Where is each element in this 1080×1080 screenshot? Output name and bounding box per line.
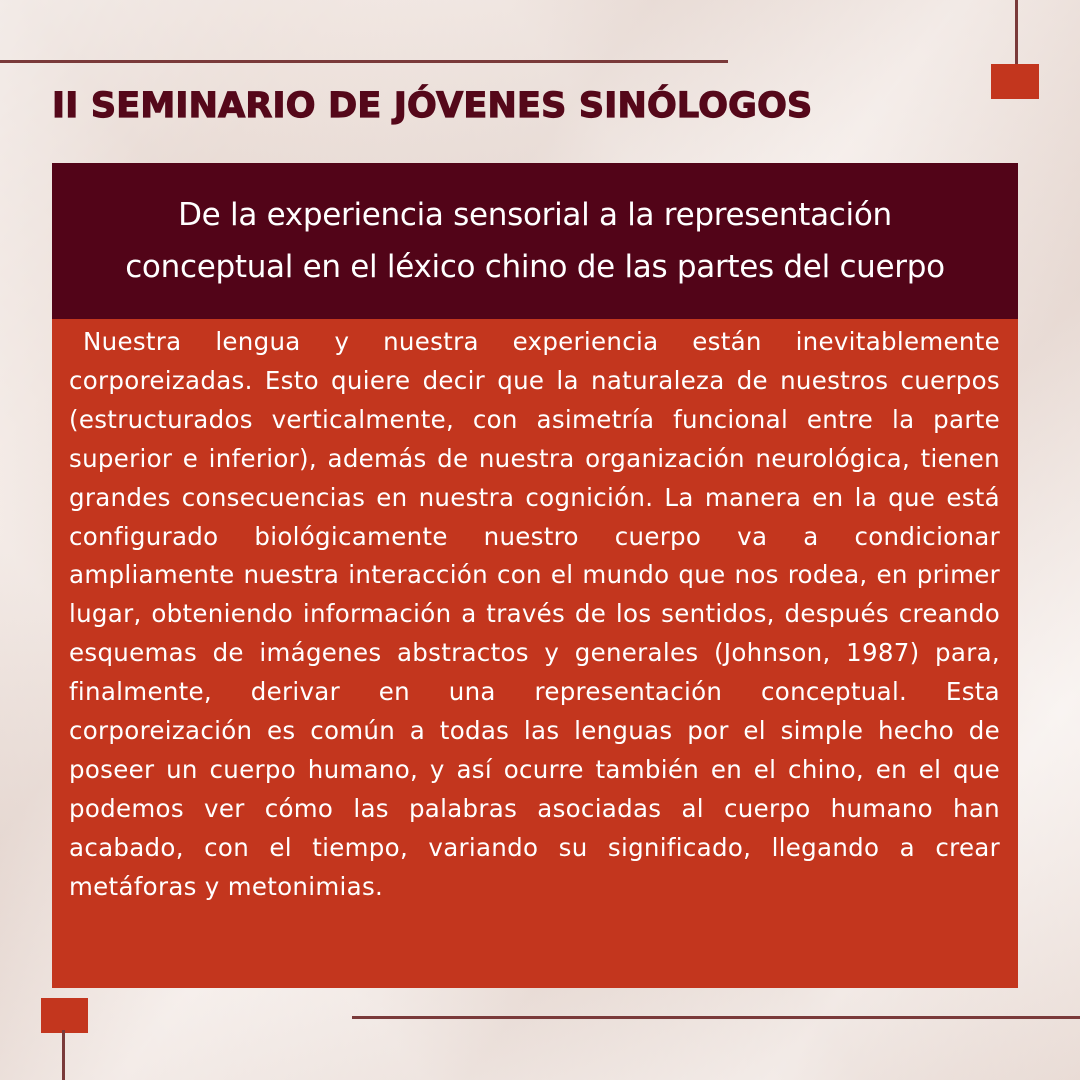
talk-title: [125, 189, 945, 293]
seminar-title: II SEMINARIO DE JÓVENES SINÓLOGOS: [52, 86, 813, 126]
top-right-vertical-line: [1015, 0, 1018, 72]
talk-title-line-1: De la experiencia sensorial a la representación: [178, 197, 892, 233]
talk-title-box: [52, 163, 1018, 319]
bottom-left-accent-square: [41, 998, 88, 1033]
bottom-horizontal-line: [352, 1016, 1080, 1019]
top-right-accent-square: [991, 64, 1039, 99]
top-horizontal-line: [0, 60, 728, 63]
talk-title-line-2: conceptual en el léxico chino de las partes del cuerpo: [125, 249, 945, 285]
bottom-left-vertical-line: [62, 1030, 65, 1080]
abstract-box: [52, 319, 1018, 988]
abstract-text: Nuestra lengua y nuestra experiencia están inevitablemente corporeizadas. Esto quiere decir que la naturaleza de nuestros cuerpos (estructurados verticalmente, con asimetría funcional entre la parte superior e inferior), además de nuestra organización neurológica, tienen grandes consecuencias en nuestra cognición. La manera en la que está configurado biológicamente nuestro cuerpo va a condicionar ampliamente nuestra interacción con el mundo que nos rodea, en primer lugar, obteniendo información a través de los sentidos, después creando esquemas de imágenes abstractos y generales (Johnson, 1987) para, finalmente, derivar en una representación conceptual. Esta corporeización es común a todas las lenguas por el simple hecho de poseer un cuerpo humano, y así ocurre también en el chino, en el que podemos ver cómo las palabras asociadas al cuerpo humano han acabado, con el tiempo, variando su significado, llegando a crear metáforas y metonimias.: [69, 327, 1000, 901]
